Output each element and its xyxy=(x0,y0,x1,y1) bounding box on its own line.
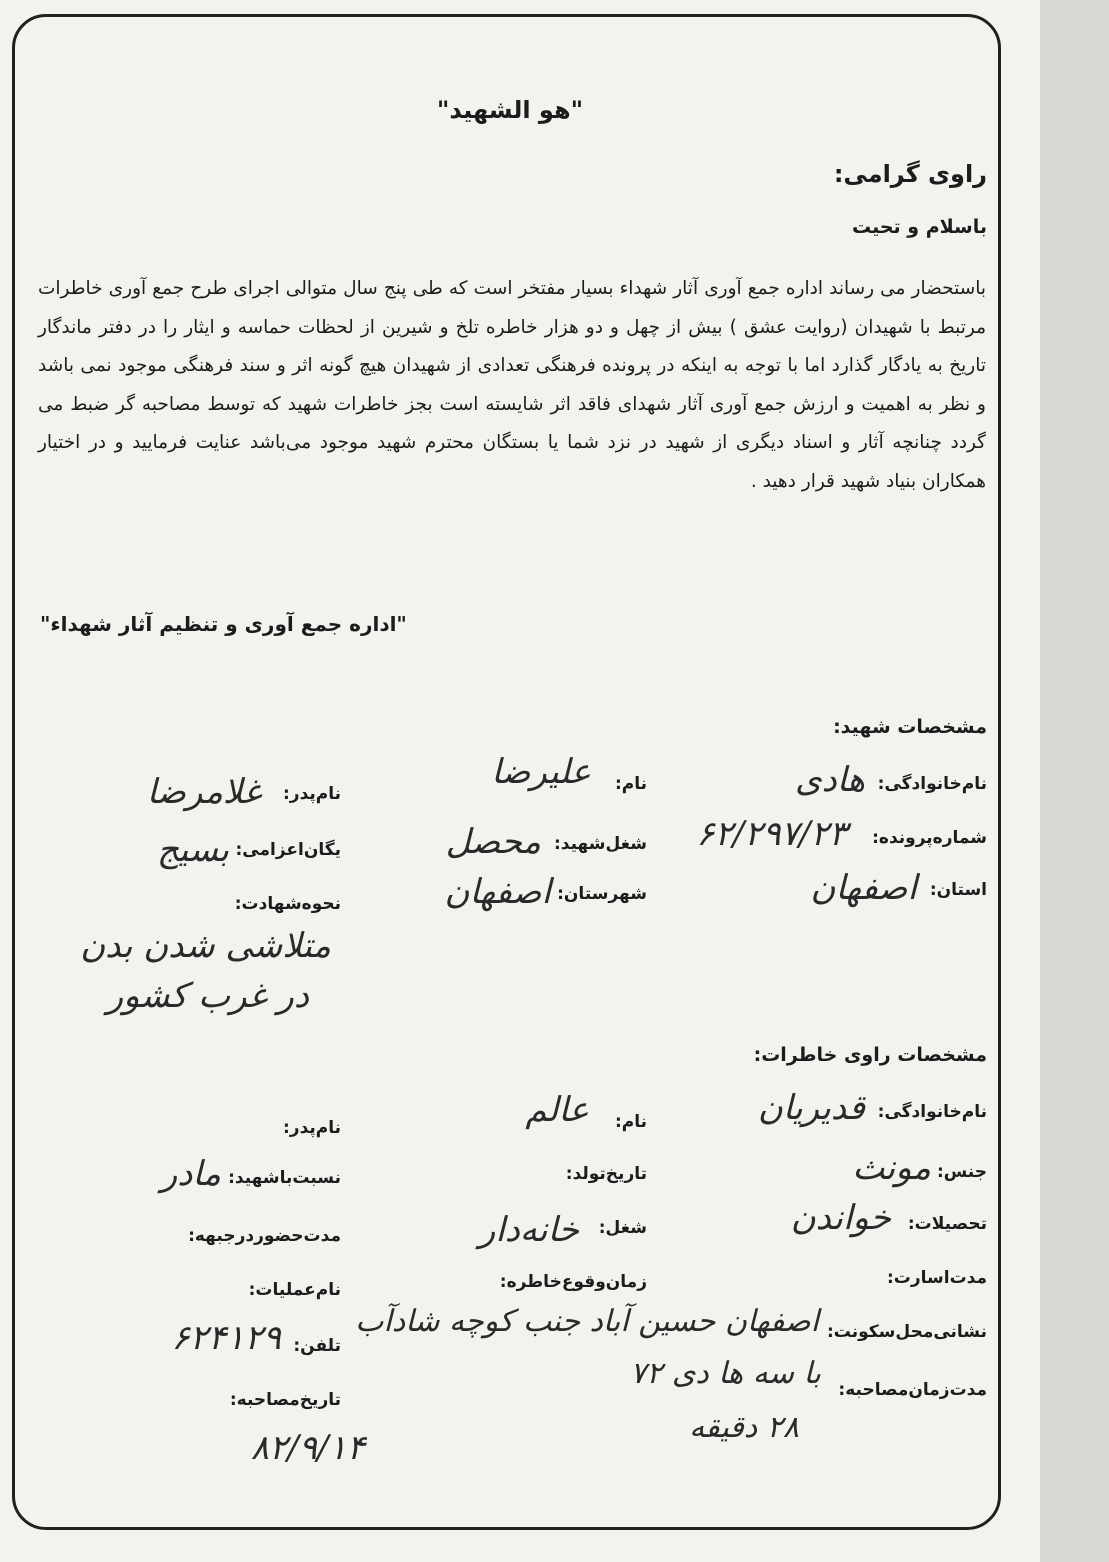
narrator-first-name-label: نام: xyxy=(614,1112,647,1132)
narrator-front-duration-label: مدت‌حضوردرجبهه: xyxy=(188,1226,341,1246)
narrator-captivity-duration-label: مدت‌اسارت: xyxy=(886,1268,987,1288)
page-title: "هو الشهید" xyxy=(436,96,584,124)
martyr-first-name-value: علیرضا xyxy=(491,752,591,792)
martyr-martyrdom-manner-label: نحوه‌شهادت: xyxy=(234,894,341,914)
salutation: راوی گرامی: xyxy=(833,160,987,188)
martyr-occupation-label: شغل‌شهید: xyxy=(554,834,647,854)
body-paragraph: باستحضار می رساند اداره جمع آوری آثار شهداء بسیار مفتخر است که طی پنج سال متوالی اجرای طرح جمع آوری خاطرات مرتبط با شهیدان (روایت عشق ) بیش از چهل و دو هزار خاطره تلخ و شیرین از لحظات حماسه و ایثار را در دفتر ماندگار تاریخ به یادگار گذارد اما با توجه به اینکه در پرونده فرهنگی تعدادی از شهیدان هیچ گونه اثر و سند فرهنگی موجود نمی باشد و نظر به اهمیت و ارزش جمع آوری آثار شهدای فاقد اثر شایسته است بجز خاطرات شهید که توسط مصاحبه گر ضبط می گردد چنانچه آثار و اسناد دیگری از شهید در نزد شما یا بستگان محترم شهید موجود می‌باشد عنایت فرمایید و در اختیار همکاران بنیاد شهید قرار دهید . xyxy=(38,278,986,492)
signature-line: "اداره جمع آوری و تنظیم آثار شهداء" xyxy=(40,612,407,636)
narrator-gender-value: مونث xyxy=(852,1148,931,1188)
narrator-relation-label: نسبت‌باشهید: xyxy=(228,1168,341,1188)
martyr-province-value: اصفهان xyxy=(810,868,917,908)
narrator-education-label: تحصیلات: xyxy=(907,1214,987,1234)
martyr-military-unit-value: بسیج xyxy=(156,830,229,870)
narrator-phone-label: تلفن: xyxy=(293,1336,341,1356)
narrator-interview-duration-label: مدت‌زمان‌مصاحبه: xyxy=(838,1380,987,1400)
narrator-interview-date-value: ۸۲/۹/۱۴ xyxy=(250,1428,365,1468)
martyr-martyrdom-manner-value-line2: در غرب کشور xyxy=(106,976,309,1016)
martyr-father-name-value: غلامرضا xyxy=(146,772,261,812)
narrator-interview-duration-value-line2: ۲۸ دقیقه xyxy=(689,1410,799,1445)
narrator-occupation-value: خانه‌دار xyxy=(478,1210,579,1250)
narrator-father-name-label: نام‌پدر: xyxy=(282,1118,341,1138)
martyr-province-label: استان: xyxy=(929,880,987,900)
narrator-birth-date-label: تاریخ‌تولد: xyxy=(565,1164,647,1184)
narrator-address-label: نشانی‌محل‌سکونت: xyxy=(826,1322,987,1342)
narrator-section-heading: مشخصات راوی خاطرات: xyxy=(753,1044,987,1066)
martyr-family-name-value: هادی xyxy=(794,760,865,800)
martyr-family-name-label: نام‌خانوادگی: xyxy=(877,774,987,794)
martyr-first-name-label: نام: xyxy=(614,774,647,794)
narrator-relation-value: مادر xyxy=(160,1154,221,1194)
narrator-memory-time-label: زمان‌وقوع‌خاطره: xyxy=(499,1272,647,1292)
narrator-operation-name-label: نام‌عملیات: xyxy=(248,1280,341,1300)
narrator-phone-value: ۶۲۴۱۲۹ xyxy=(171,1318,281,1358)
narrator-family-name-value: قدیریان xyxy=(757,1088,865,1128)
greeting: باسلام و تحیت xyxy=(851,216,987,238)
adjacent-page-edge xyxy=(1034,0,1109,1562)
narrator-interview-date-label: تاریخ‌مصاحبه: xyxy=(229,1390,341,1410)
narrator-interview-duration-value-line1: با سه ها دی ۷۲ xyxy=(630,1356,821,1391)
narrator-occupation-label: شغل: xyxy=(598,1218,647,1238)
narrator-education-value: خواندن xyxy=(790,1198,891,1238)
martyr-father-name-label: نام‌پدر: xyxy=(282,784,341,804)
martyr-city-value: اصفهان xyxy=(444,872,551,912)
martyr-occupation-value: محصل xyxy=(445,822,541,862)
martyr-city-label: شهرستان: xyxy=(557,884,647,904)
martyr-section-heading: مشخصات شهید: xyxy=(833,716,987,738)
narrator-gender-label: جنس: xyxy=(936,1162,987,1182)
narrator-family-name-label: نام‌خانوادگی: xyxy=(877,1102,987,1122)
narrator-address-value: اصفهان حسین آباد جنب کوچه شادآب xyxy=(355,1304,819,1339)
martyr-martyrdom-manner-value-line1: متلاشی شدن بدن xyxy=(80,926,331,966)
martyr-file-number-value: ۶۲/۲۹۷/۲۳ xyxy=(696,814,847,854)
martyr-file-number-label: شماره‌پرونده: xyxy=(872,828,987,848)
narrator-first-name-value: عالم xyxy=(525,1090,589,1130)
martyr-military-unit-label: یگان‌اعزامی: xyxy=(235,840,341,860)
